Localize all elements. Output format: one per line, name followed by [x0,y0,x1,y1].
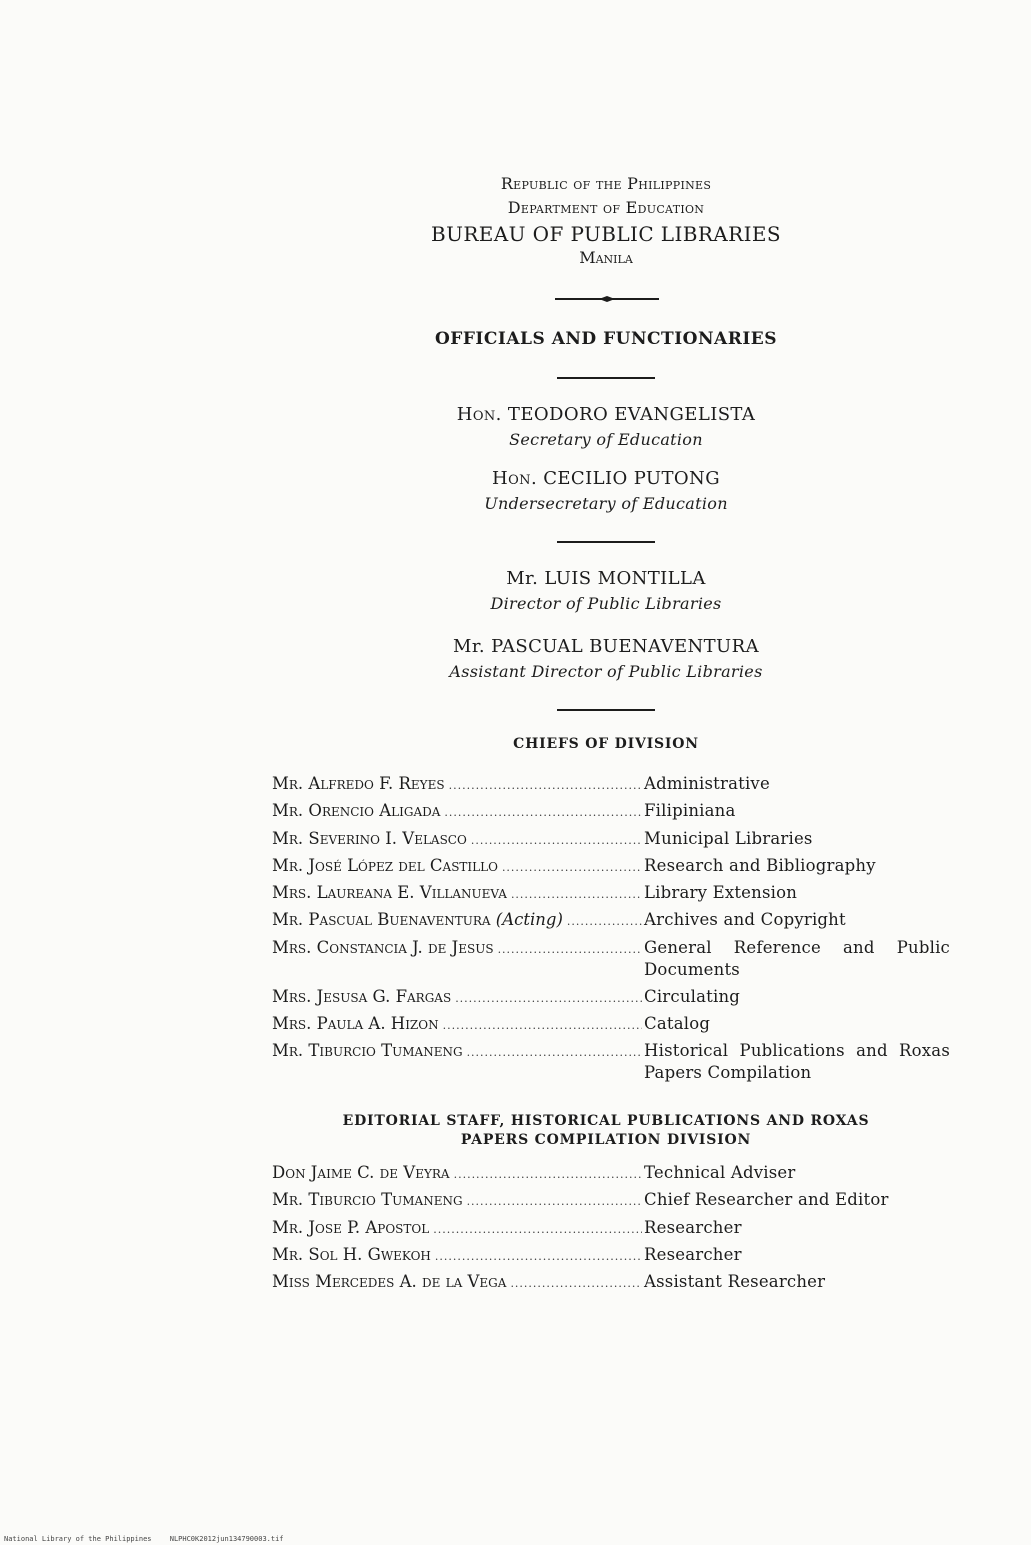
editorial-heading-line2: PAPERS COMPILATION DIVISION [460,1132,752,1148]
officials-heading: OFFICIALS AND FUNCTIONARIES [434,329,778,349]
person-name: Mr. Alfredo F. Reyes [272,774,445,793]
position: Researcher [644,1244,742,1264]
person-name: Don Jaime C. de Veyra [272,1163,450,1182]
position: Assistant Researcher [644,1272,826,1292]
official-prefix: Mr. [506,568,539,589]
roster-row [272,1244,962,1271]
person-name: Mr. Sol H. Gwekoh [272,1244,431,1264]
person-name: Mr. Severino I. Velasco [272,828,467,848]
roster-row [272,773,962,800]
position: Municipal Libraries [644,828,813,848]
official-prefix: Hon. [492,468,538,489]
official-name: PASCUAL BUENAVENTURA [491,636,759,657]
position: Archives and Copyright [644,910,846,930]
roster-row [272,800,962,827]
position: Catalog [644,1014,711,1034]
roster-row [272,1162,962,1189]
header-bureau: BUREAU OF PUBLIC LIBRARIES [430,222,782,246]
person-name: Mrs. Jesusa G. Fargas [272,986,452,1006]
position: Technical Adviser [644,1163,796,1182]
acting-note: (Acting) [495,910,563,930]
position: Administrative [644,774,770,793]
person-name: Mr. Tiburcio Tumaneng [272,1190,463,1210]
official-title: Director of Public Libraries [490,594,722,613]
chiefs-roster [272,773,962,1089]
position: Historical Publications and Roxas Papers Compilation [644,1041,950,1083]
header-department: Department of Education [507,198,705,217]
roster-row [272,986,962,1013]
editorial-roster [272,1162,962,1298]
person-name: Miss Mercedes A. de la Vega [272,1272,507,1292]
position: General Reference and Public Documents [644,937,950,979]
official-name: CECILIO PUTONG [543,468,720,489]
position: Filipiniana [644,801,736,821]
position: Circulating [644,986,741,1006]
roster-row [272,1189,962,1216]
person-name: Mr. Orencio Aligada [272,801,441,821]
position: Researcher [644,1217,742,1237]
editorial-heading-line1: EDITORIAL STAFF, HISTORICAL PUBLICATIONS AND ROXAS [342,1113,870,1129]
person-name: Mr. Tiburcio Tumaneng [272,1041,463,1061]
footer-library: National Library of the Philippines [4,1535,152,1543]
roster-row [272,937,962,986]
person-name: Mrs. Constancia J. de Jesus [272,937,494,957]
official-title: Assistant Director of Public Libraries [449,662,763,681]
person-name: Mr. Pascual Buenaventura [272,910,491,930]
roster-row [272,909,962,936]
official-prefix: Hon. [456,404,502,425]
ornament-divider-icon [555,296,659,302]
footer-file: NLPHC0K2012jun134790003.tif [169,1535,284,1543]
official-block [453,636,759,657]
header-city: Manila [579,248,633,267]
official-title: Secretary of Education [509,430,703,449]
official-name: LUIS MONTILLA [544,568,706,589]
divider-rule [557,377,655,379]
roster-row [272,1217,962,1244]
person-name: Mrs. Paula A. Hizon [272,1014,439,1034]
official-block [492,468,720,489]
header-republic: Republic of the Philippines [500,174,712,193]
roster-row [272,828,962,855]
roster-row [272,882,962,909]
divider-rule [557,709,655,711]
official-block [457,404,756,425]
person-name: Mr. Jose P. Apostol [272,1217,430,1237]
divider-rule [557,541,655,543]
official-title: Undersecretary of Education [484,494,728,513]
position: Library Extension [644,883,798,903]
roster-row [272,1013,962,1040]
person-name: Mrs. Laureana E. Villanueva [272,883,507,903]
official-prefix: Mr. [453,636,485,657]
roster-row [272,1040,962,1089]
position: Research and Bibliography [644,855,876,875]
roster-row [272,1271,962,1298]
editorial-heading [343,1112,870,1150]
official-name: TEODORO EVANGELISTA [507,404,756,425]
official-block [506,568,706,589]
scan-footer [4,1535,298,1543]
person-name: Mr. José López del Castillo [272,855,498,875]
chiefs-heading: CHIEFS OF DIVISION [513,736,699,752]
position: Chief Researcher and Editor [644,1190,889,1210]
roster-row [272,855,962,882]
